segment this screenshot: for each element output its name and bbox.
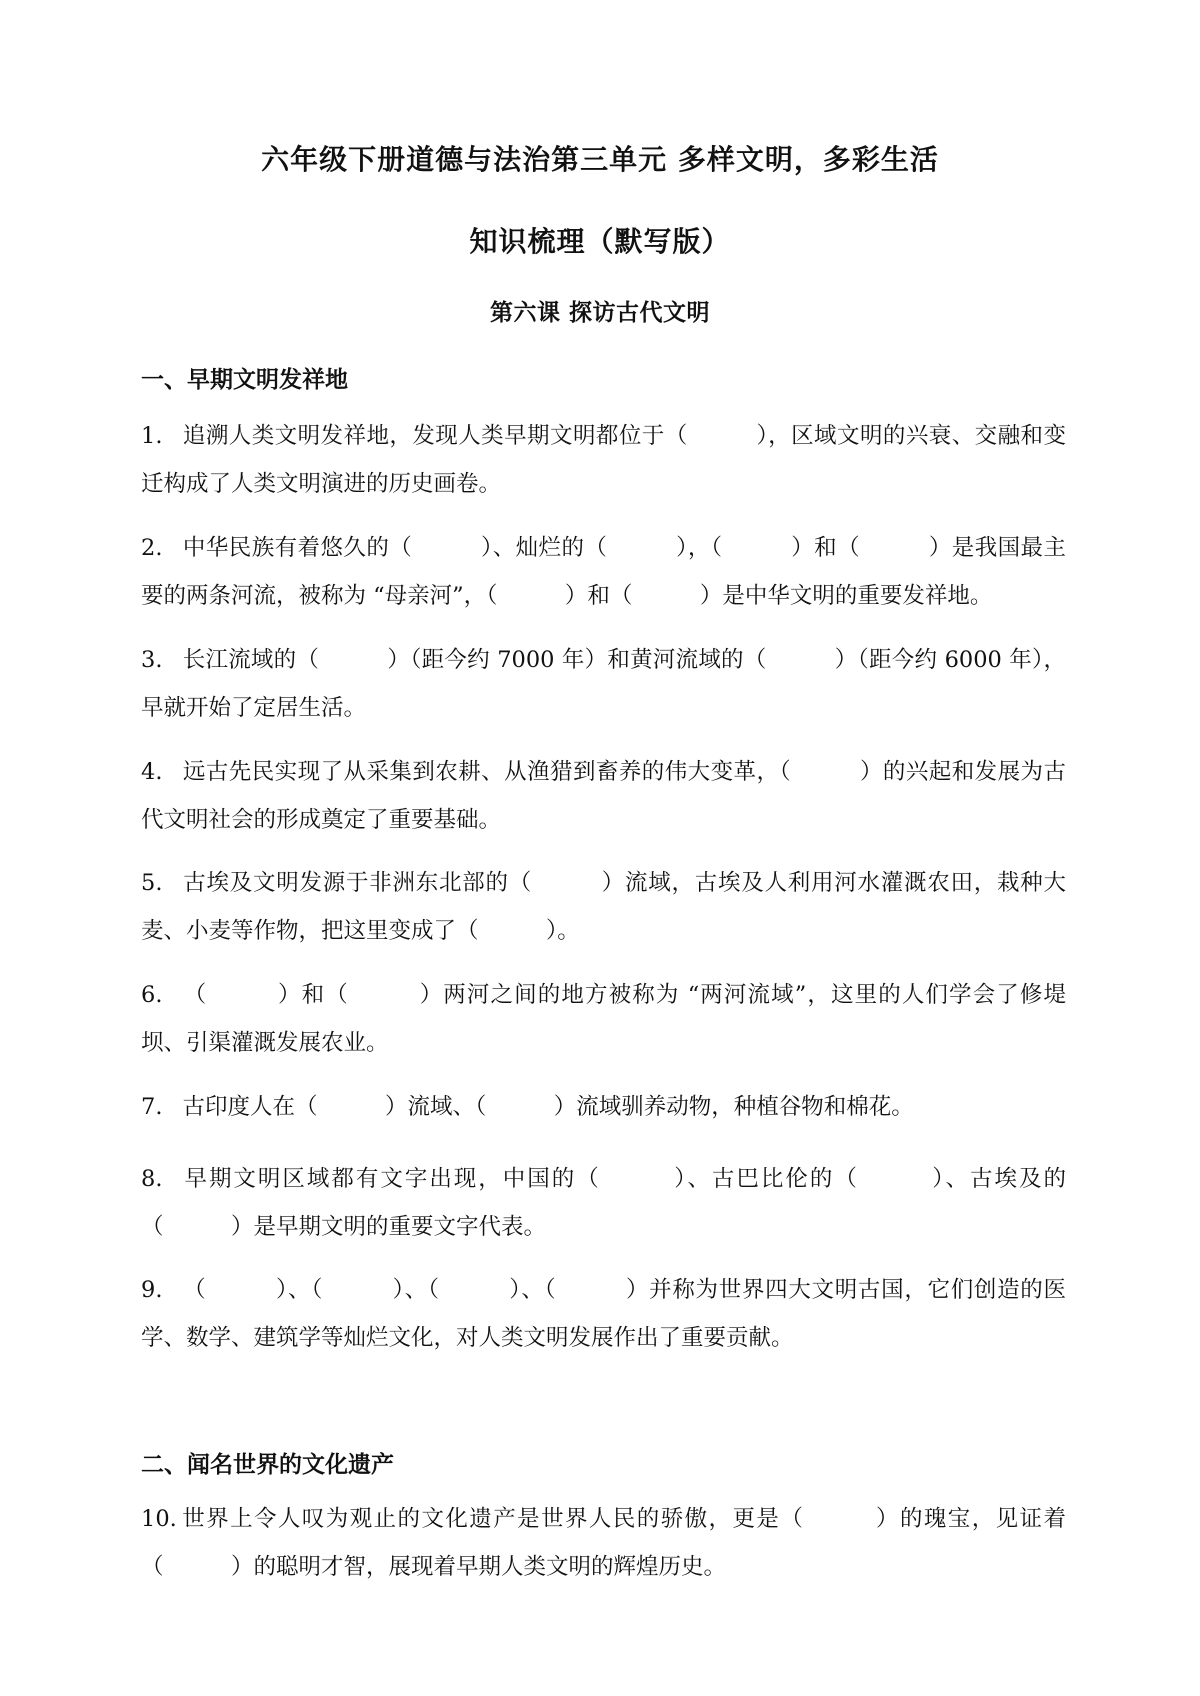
question-text: 中华民族有着悠久的（ ）、灿烂的（ ），（ ）和（ ）是我国最主要的两条河流，被称为 “母亲河”，（ ）和（ ）是中华文明的重要发祥地。 — [141, 535, 1066, 609]
question-text: 世界上令人叹为观止的文化遗产是世界人民的骄傲，更是（ ）的瑰宝，见证着（ ）的聪明才智，展现着早期人类文明的辉煌历史。 — [141, 1506, 1066, 1580]
question-text: （ ）和（ ）两河之间的地方被称为 “两河流域”，这里的人们学会了修堤坝、引渠灌溉发展农业。 — [141, 982, 1066, 1056]
question-item — [141, 971, 1066, 1067]
section-heading-early-civilization: 一、早期文明发祥地 — [141, 367, 348, 393]
question-text: 古印度人在（ ）流域、（ ）流域驯养动物，种植谷物和棉花。 — [182, 1094, 914, 1120]
question-number: 2. — [141, 535, 163, 561]
question-item — [141, 636, 1066, 732]
question-item — [141, 1495, 1066, 1591]
question-item — [141, 1266, 1066, 1362]
question-text: 远古先民实现了从采集到农耕、从渔猎到畜养的伟大变革，（ ）的兴起和发展为古代文明社会的形成奠定了重要基础。 — [141, 759, 1066, 833]
question-text: 追溯人类文明发祥地，发现人类早期文明都位于（ ），区域文明的兴衰、交融和变迁构成了人类文明演进的历史画卷。 — [141, 423, 1066, 497]
question-number: 1. — [141, 423, 163, 449]
question-number: 5. — [141, 870, 163, 896]
lesson-title: 第六课 探访古代文明 — [489, 300, 710, 326]
question-number: 6. — [141, 982, 163, 1008]
question-number: 9. — [141, 1277, 163, 1303]
question-text: （ ）、（ ）、（ ）、（ ）并称为世界四大文明古国，它们创造的医学、数学、建筑学等灿烂文化，对人类文明发展作出了重要贡献。 — [141, 1277, 1066, 1351]
question-item — [141, 748, 1066, 844]
document-title: 六年级下册道德与法治第三单元 多样文明，多彩生活 — [261, 143, 939, 176]
document-subtitle: 知识梳理（默写版） — [469, 225, 731, 258]
question-number: 7. — [141, 1094, 163, 1120]
question-item — [141, 859, 1066, 955]
question-number: 4. — [141, 759, 163, 785]
question-item — [141, 412, 1066, 508]
question-item — [141, 1155, 1066, 1251]
question-text: 早期文明区域都有文字出现，中国的（ ）、古巴比伦的（ ）、古埃及的（ ）是早期文明的重要文字代表。 — [141, 1166, 1066, 1240]
question-text: 长江流域的（ ）（距今约 7000 年）和黄河流域的（ ）（距今约 6000 年），早就开始了定居生活。 — [141, 647, 1066, 721]
question-text: 古埃及文明发源于非洲东北部的（ ）流域，古埃及人利用河水灌溉农田，栽种大麦、小麦等作物，把这里变成了（ ）。 — [141, 870, 1066, 944]
question-item — [141, 1083, 1066, 1131]
section-heading-cultural-heritage: 二、闻名世界的文化遗产 — [141, 1452, 394, 1478]
question-number: 8. — [141, 1166, 163, 1192]
question-item — [141, 524, 1066, 620]
question-number: 10. — [141, 1506, 177, 1532]
question-number: 3. — [141, 647, 163, 673]
